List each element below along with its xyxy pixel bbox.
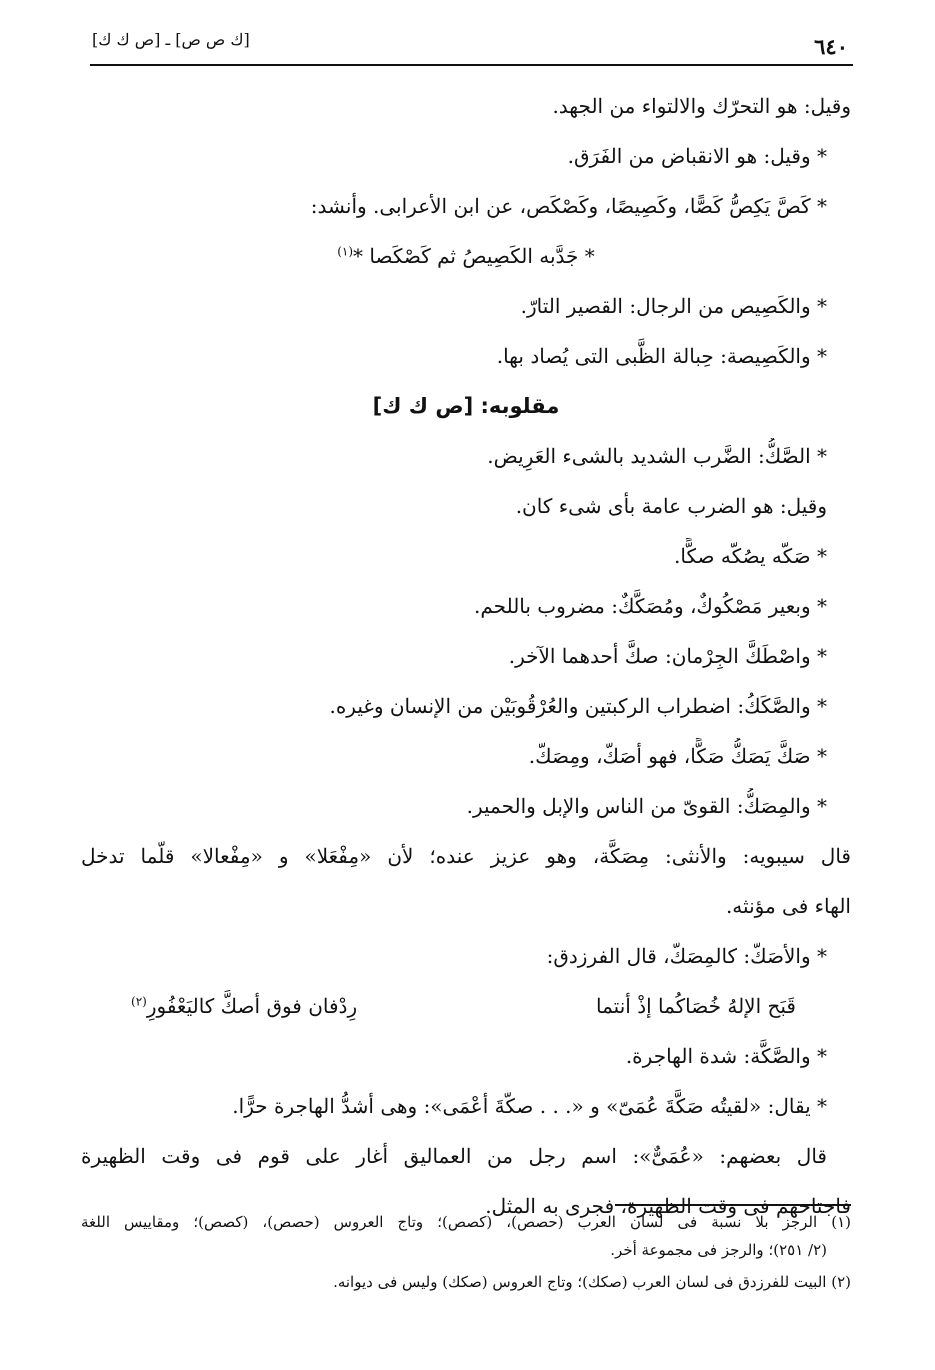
text-line: * والكَصِيصة: حِبالة الظَّبى التى يُصاد بها. — [496, 344, 827, 368]
text-line: * والكَصِيص من الرجال: القصير التارّ. — [520, 294, 827, 318]
text-line: * والصَّكَّة: شدة الهاجرة. — [625, 1044, 827, 1068]
text-line: الهاء فى مؤنثه. — [725, 894, 851, 918]
text-line: * وقيل: هو الانقباض من الفَرَق. — [567, 144, 827, 168]
text-line: * والأصَكّ: كالمِصَكّ، قال الفرزدق: — [546, 944, 827, 968]
footnote-1: (١) الرجز بلا نسبة فى لسان العرب (حصص)، (كصص)؛ وتاج العروس (حصص)، (كصص)؛ ومقاييس اللغة — [81, 1213, 851, 1231]
verse-hemistich-second-wrap — [131, 988, 357, 1024]
text-line: وقيل: هو التحرّك والالتواء من الجهد. — [552, 94, 851, 118]
footnotes — [81, 1210, 851, 1298]
rajaz-verse-text: * جَدَّبه الكَصِيصُ ثم كَصْكَصا * — [353, 244, 595, 268]
text-line: * كَصَّ يَكِصُّ كَصًّا، وكَصِيصًا، وكَصْكَص، عن ابن الأعرابى. وأنشد: — [310, 194, 827, 218]
text-line: * والصَّكَكُ: اضطراب الركبتين والعُرْقُوبَيْن من الإنسان وغيره. — [329, 694, 827, 718]
page-number: ٦٤٠ — [814, 34, 848, 59]
text-line: * الصَّكُّ: الضَّرب الشديد بالشىء العَرِيض. — [487, 444, 827, 468]
main-text — [81, 88, 851, 1238]
text-line: * صَكّه يصُكّه صكًّا. — [674, 544, 827, 568]
text-line: قال سيبويه: والأنثى: مِصَكَّة، وهو عزيز عنده؛ لأن «مِفْعَلا» و «مِفْعالا» قلّما تدخل — [81, 844, 851, 868]
text-line: قال بعضهم: «عُمَىٌّ»: اسم رجل من العماليق أغار على قوم فى وقت الظهيرة — [81, 1144, 827, 1168]
text-line: * وبعير مَصْكُوكٌ، ومُصَكَّكٌ: مضروب باللحم. — [474, 594, 827, 618]
section-heading: مقلوبه: [ص ك ك] — [372, 394, 560, 418]
verse-hemistich-first: قَبَح الإلهُ خُصَاكُما إذْ أنتما — [596, 994, 796, 1018]
footnote-2: (٢) البيت للفرزدق فى لسان العرب (صكك)؛ وتاج العروس (صكك) وليس فى ديوانه. — [333, 1273, 851, 1291]
text-line: فاجتاحهم فى وقت الظهيرة، فجرى به المثل. — [485, 1194, 851, 1218]
text-line: * واصْطَكَّ الجِرْمان: صكَّ أحدهما الآخر. — [508, 644, 827, 668]
footnote-mark-1: (١) — [337, 244, 354, 259]
poetry-verse — [81, 988, 851, 1038]
footnote-rule — [615, 1204, 851, 1206]
text-line: وقيل: هو الضرب عامة بأى شىء كان. — [515, 494, 827, 518]
footnote-mark-2: (٢) — [131, 994, 147, 1009]
text-line: * صَكَّ يَصَكُّ صَكًّا، فهو أصَكّ، ومِصَكّ. — [528, 744, 827, 768]
rajaz-verse-line — [81, 238, 851, 288]
running-title: [ك ص ص] ـ [ص ك ك] — [92, 30, 250, 49]
verse-hemistich-second: رِدْفان فوق أصكَّ كاليَعْفُورِ — [146, 994, 358, 1018]
text-line: * يقال: «لقيتُه صَكَّةَ عُمَىّ» و «. . . صكّةَ أعْمَى»: وهى أشدُّ الهاجرة حرًّا. — [232, 1094, 827, 1118]
header-rule — [90, 64, 853, 66]
text-line: * والمِصَكُّ: القوىّ من الناس والإبل والحمير. — [466, 794, 827, 818]
footnote-1-continued: (٢/ ٢٥١)؛ والرجز فى مجموعة أخر. — [610, 1241, 827, 1259]
